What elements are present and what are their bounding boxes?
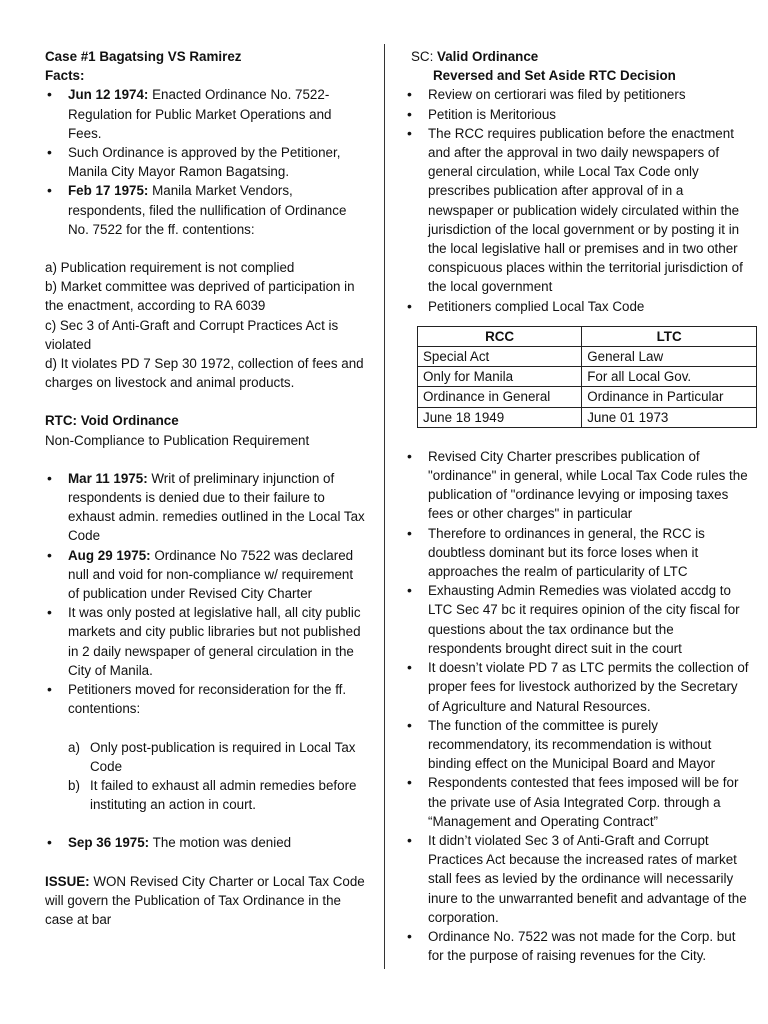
comparison-table: [417, 326, 757, 428]
sc-subtitle: Reversed and Set Aside RTC Decision: [433, 68, 676, 84]
left-column: [45, 47, 365, 929]
table-cell: June 01 1973: [582, 407, 757, 427]
sep-list: [45, 833, 365, 852]
contention-item: c) Sec 3 of Anti-Graft and Corrupt Practices Act is violated: [45, 317, 339, 352]
table-cell: June 18 1949: [418, 407, 582, 427]
table-cell: Ordinance in General: [418, 387, 582, 407]
list-item: • Revised City Charter prescribes publication of "ordinance" in general, while Local Tax Code rules the publication of "ordinance levying or imposing taxes fees or other charges" in particular: [405, 447, 750, 524]
table-cell: For all Local Gov.: [582, 367, 757, 387]
right-column: [405, 47, 750, 965]
sc-list: [405, 85, 750, 315]
column-divider: [384, 44, 385, 969]
table-cell: Only for Manila: [418, 367, 582, 387]
list-item: • Petition is Meritorious: [405, 105, 750, 124]
contention-item: b) Market committee was deprived of participation in the enactment, according to RA 6039: [45, 279, 355, 314]
table-header: RCC: [418, 326, 582, 346]
table-cell: Ordinance in Particular: [582, 387, 757, 407]
contention-item: d) It violates PD 7 Sep 30 1972, collection of fees and charges on livestock and animal products.: [45, 356, 364, 391]
rtc-label: RTC: Void Ordinance: [45, 413, 179, 429]
table-row: [418, 387, 757, 407]
ruling-list: [405, 447, 750, 965]
contention-item: a) Publication requirement is not complied: [45, 260, 295, 276]
table-cell: Special Act: [418, 347, 582, 367]
list-item: • Jun 12 1974: Enacted Ordinance No. 7522-Regulation for Public Market Operations and Fees.: [45, 85, 365, 143]
list-item: • Respondents contested that fees imposed will be for the private use of Asia Integrated Corp. through a “Management and Operating Contract”: [405, 773, 750, 831]
list-item: • Aug 29 1975: Ordinance No 7522 was declared null and void for non-compliance w/ requirement of publication under Revised City Charter: [45, 546, 365, 604]
facts-label: Facts:: [45, 68, 85, 84]
facts-list: [45, 85, 365, 239]
list-item: • Exhausting Admin Remedies was violated accdg to LTC Sec 47 bc it requires opinion of the city fiscal for questions about the tax ordinance but the respondents brought direct suit in the court: [405, 581, 750, 658]
table-header: LTC: [582, 326, 757, 346]
list-item: • Review on certiorari was filed by petitioners: [405, 85, 750, 104]
list-item: • The function of the committee is purely recommendatory, its recommendation is without binding effect on the Municipal Board and Mayor: [405, 716, 750, 774]
table-row: [418, 367, 757, 387]
table-cell: General Law: [582, 347, 757, 367]
list-item: • The RCC requires publication before the enactment and after the approval in two daily newspapers of general circulation, while Local Tax Code only prescribes publication after approval of in a newspaper or publication widely circulated within the jurisdiction of the local government or by posting it in the local legislative hall or premises and in two other conspicuous places within the territorial jurisdiction of the local government: [405, 124, 750, 297]
list-item: • It didn’t violated Sec 3 of Anti-Graft and Corrupt Practices Act because the increased rates of market stall fees as levied by the ordinance will necessarily inure to the unwarranted benefit and advantage of the corporation.: [405, 831, 750, 927]
rtc-list: [45, 469, 365, 719]
reconsideration-list: [45, 738, 365, 815]
issue-paragraph: ISSUE: WON Revised City Charter or Local Tax Code will govern the Publication of Tax Ordinance in the case at bar: [45, 873, 365, 927]
list-item: b) It failed to exhaust all admin remedies before instituting an action in court.: [68, 777, 357, 813]
list-item: • Sep 36 1975: The motion was denied: [45, 833, 365, 852]
list-item: • Petitioners moved for reconsideration for the ff. contentions:: [45, 680, 365, 718]
list-item: • It doesn’t violate PD 7 as LTC permits the collection of proper fees for livestock authorized by the Secretary of Agriculture and Natural Resources.: [405, 658, 750, 716]
list-item: • Therefore to ordinances in general, the RCC is doubtless dominant but its force loses when it approaches the realm of particularity of LTC: [405, 524, 750, 582]
sc-heading: SC: Valid Ordinance: [411, 49, 539, 64]
list-item: • Feb 17 1975: Manila Market Vendors, respondents, filed the nullification of Ordinance No. 7522 for the ff. contentions:: [45, 181, 365, 239]
table-row: [418, 407, 757, 427]
list-item: • Petitioners complied Local Tax Code: [405, 297, 750, 316]
list-item: • Such Ordinance is approved by the Petitioner, Manila City Mayor Ramon Bagatsing.: [45, 143, 365, 181]
table-row: [418, 347, 757, 367]
list-item: • It was only posted at legislative hall, all city public markets and city public libraries but not published in 2 daily newspaper of general circulation in the City of Manila.: [45, 603, 365, 680]
table-header-row: [418, 326, 757, 346]
list-item: a) Only post-publication is required in Local Tax Code: [68, 739, 356, 774]
rtc-subtitle: Non-Compliance to Publication Requirement: [45, 432, 310, 448]
list-item: • Ordinance No. 7522 was not made for the Corp. but for the purpose of raising revenues for the City.: [405, 927, 750, 965]
list-item: • Mar 11 1975: Writ of preliminary injunction of respondents is denied due to their failure to exhaust admin. remedies outlined in the Local Tax Code: [45, 469, 365, 546]
case-title: Case #1 Bagatsing VS Ramirez: [45, 49, 242, 64]
